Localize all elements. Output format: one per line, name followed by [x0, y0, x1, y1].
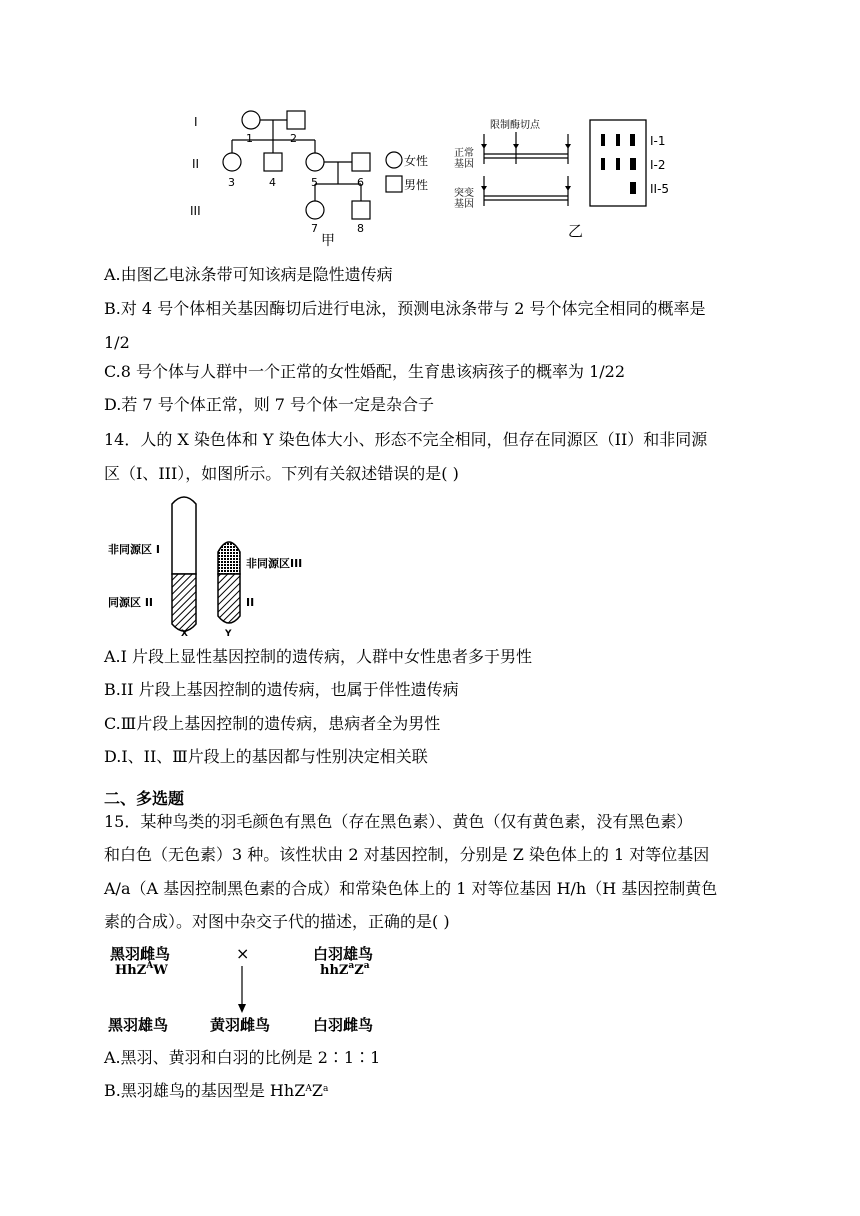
number-6: 6 — [357, 176, 364, 189]
band-II5-c — [630, 182, 636, 194]
individual-3 — [223, 153, 241, 171]
parent-male-genotype: $hhZ^aZ^a$ — [320, 961, 370, 978]
normal-gene-label-2: 基因 — [454, 159, 474, 170]
label-II: II — [246, 596, 255, 609]
parent-female-genotype: HhZ$^A$W — [115, 961, 168, 978]
legend-female-icon — [386, 152, 402, 168]
cross-symbol: × — [236, 944, 250, 963]
generation-II: II — [192, 157, 200, 171]
pedigree-caption: 甲 — [321, 233, 335, 249]
number-5: 5 — [311, 176, 318, 189]
individual-5 — [306, 153, 324, 171]
normal-gene-label-1: 正常 — [454, 148, 474, 159]
lane-I2: I-2 — [650, 158, 666, 172]
cross-arrow — [236, 966, 248, 1014]
lane-I1: I-1 — [650, 134, 666, 148]
y-chromosome-region-III — [218, 542, 240, 574]
offspring-black-male: 黑羽雄鸟 — [108, 1016, 169, 1034]
q13-option-c: C.8 号个体与人群中一个正常的女性婚配，生育患该病孩子的概率为 1/22 — [104, 362, 626, 381]
number-7: 7 — [311, 222, 318, 235]
q13-option-b-line1: B.对 4 号个体相关基因酶切后进行电泳，预测电泳条带与 2 号个体完全相同的概率是 — [104, 299, 706, 318]
q14-option-c: C.Ⅲ片段上基因控制的遗传病，患病者全为男性 — [104, 714, 441, 733]
number-8: 8 — [357, 222, 364, 235]
xy-chromosome-figure — [104, 492, 334, 640]
label-nonhomologous-III: 非同源区III — [246, 557, 303, 570]
band-I1-b — [616, 134, 620, 146]
mutant-gene-label-1: 突变 — [454, 188, 474, 199]
lane-II5: II-5 — [650, 182, 670, 196]
electrophoresis-figure — [450, 112, 680, 242]
q15-option-b: B.黑羽雄鸟的基因型是 $HhZ^AZ^a$ — [104, 1081, 329, 1100]
number-1: 1 — [246, 132, 253, 145]
q14-option-a: A.I 片段上显性基因控制的遗传病，人群中女性患者多于男性 — [104, 647, 533, 666]
q15-stem-line4: 素的合成）。对图中杂交子代的描述，正确的是( ) — [104, 912, 450, 931]
band-I2-a — [601, 158, 605, 170]
q13-option-b-line2: 1/2 — [104, 333, 130, 352]
individual-6 — [352, 153, 370, 171]
section-heading: 二、多选题 — [104, 789, 185, 808]
electro-caption: 乙 — [568, 222, 584, 240]
x-chromosome-region-II — [172, 574, 196, 631]
individual-4 — [264, 153, 282, 171]
parent-female-label: 黑羽雌鸟 — [110, 945, 171, 963]
band-I2-c — [630, 158, 636, 170]
offspring-yellow-female: 黄羽雌鸟 — [210, 1016, 271, 1034]
generation-III: III — [190, 204, 201, 218]
pedigree-figure — [180, 100, 429, 250]
label-homologous-II: 同源区 II — [108, 596, 154, 609]
individual-2 — [287, 111, 305, 129]
label-x: X — [181, 629, 188, 639]
band-I1-a — [601, 134, 605, 146]
number-3: 3 — [228, 176, 235, 189]
q14-stem-line1: 14．人的 X 染色体和 Y 染色体大小、形态不完全相同，但存在同源区（II）和非同源 — [104, 430, 708, 449]
number-2: 2 — [290, 132, 297, 145]
number-4: 4 — [269, 176, 276, 189]
parent-male-label: 白羽雄鸟 — [313, 945, 374, 963]
individual-1 — [242, 111, 260, 129]
q15-stem-line3: A/a（A 基因控制黑色素的合成）和常染色体上的 1 对等位基因 H/h（H 基因控制黄色 — [104, 879, 718, 898]
legend-male-label: 男性 — [404, 178, 429, 192]
q13-option-d: D.若 7 号个体正常，则 7 号个体一定是杂合子 — [104, 395, 435, 414]
q15-stem-line2: 和白色（无色素）3 种。该性状由 2 对基因控制，分别是 Z 染色体上的 1 对等位基因 — [104, 845, 710, 864]
band-I2-b — [616, 158, 620, 170]
individual-8 — [352, 201, 370, 219]
generation-I: I — [194, 115, 198, 129]
x-chromosome-region-I — [172, 497, 196, 574]
mutant-gene-label-2: 基因 — [454, 199, 474, 210]
q15-option-a: A.黑羽、黄羽和白羽的比例是 2∶1∶1 — [104, 1048, 381, 1067]
offspring-white-female: 白羽雌鸟 — [313, 1016, 374, 1034]
band-I1-c — [630, 134, 635, 146]
label-y: Y — [225, 629, 232, 639]
enzyme-site-label: 限制酶切点 — [490, 120, 540, 131]
legend-male-icon — [386, 176, 402, 192]
q14-stem-line2: 区（I、III），如图所示。下列有关叙述错误的是( ) — [104, 464, 459, 483]
legend-female-label: 女性 — [404, 154, 429, 168]
individual-7 — [306, 201, 324, 219]
y-chromosome-region-II — [218, 574, 240, 623]
q13-option-a: A.由图乙电泳条带可知该病是隐性遗传病 — [104, 265, 393, 284]
q14-option-d: D.I、II、Ⅲ片段上的基因都与性别决定相关联 — [104, 747, 428, 766]
q14-option-b: B.II 片段上基因控制的遗传病，也属于伴性遗传病 — [104, 680, 459, 699]
q15-stem-line1: 15．某种鸟类的羽毛颜色有黑色（存在黑色素）、黄色（仅有黄色素，没有黑色素） — [104, 812, 693, 831]
label-nonhomologous-I: 非同源区 I — [108, 543, 160, 556]
